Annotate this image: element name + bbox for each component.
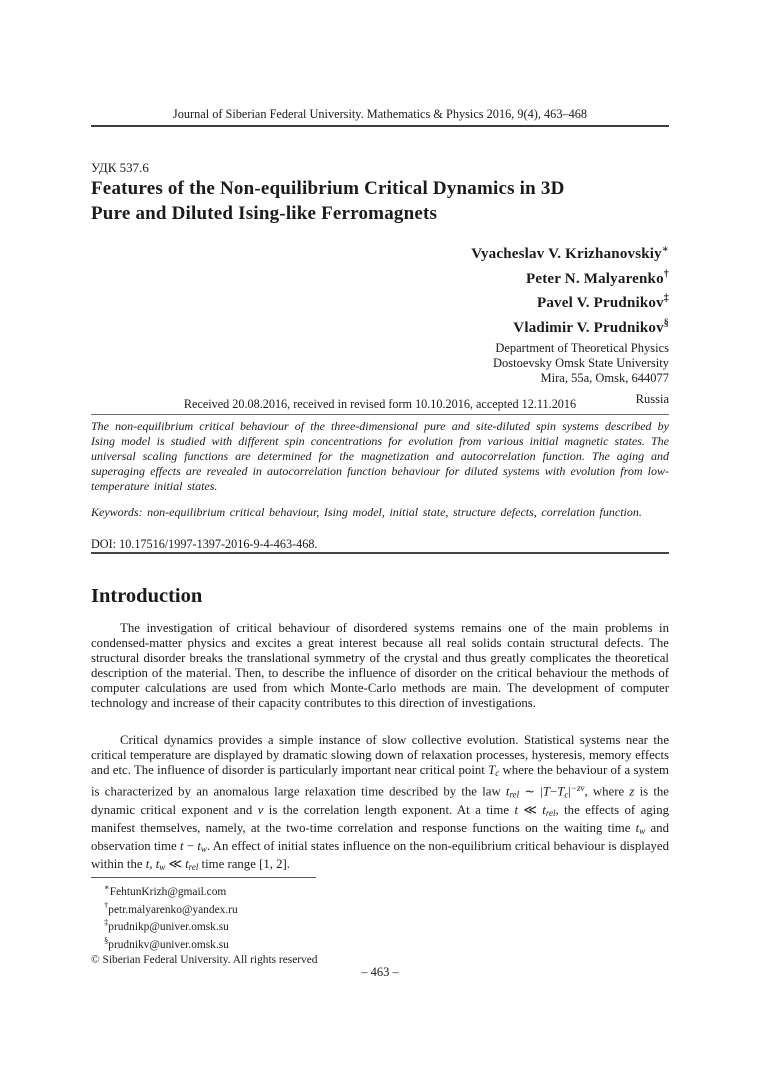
footnote-block [91, 881, 669, 967]
header-rule [91, 125, 669, 127]
affiliation-line: Mira, 55a, Omsk, 644077 [540, 370, 669, 385]
author-footnote-mark: † [663, 268, 669, 280]
author-name-text: Vyacheslav V. Krizhanovskiy [471, 246, 662, 262]
article-title-line-1: Features of the Non-equilibrium Critical Dynamics in 3D [91, 178, 565, 199]
affiliation-line: Dostoevsky Omsk State University [492, 355, 669, 370]
journal-header: Journal of Siberian Federal University. Mathematics & Physics 2016, 9(4), 463–468 [172, 107, 588, 121]
footnote-item [91, 916, 669, 934]
author-name [91, 314, 669, 339]
footnote-item [91, 934, 669, 952]
udk-code: УДК 537.6 [91, 160, 149, 175]
abstract-text: The non-equilibrium critical behaviour of the three-dimensional pure and site-diluted spin systems described by Ising model is studied with different spin concentrations for evolution from various initial magnetic states. The universal scaling functions are determined for the magnetization and autocorrelation function. The aging and superaging effects are revealed in autocorrelation function behaviour for diluted systems with evolution from low-temperature initial states. [91, 419, 669, 493]
footnote-email: petr.malyarenko@yandex.ru [108, 903, 238, 916]
copyright-line: © Siberian Federal University. All rights reserved [91, 953, 318, 966]
footnote-email: prudnikp@univer.omsk.su [108, 921, 229, 934]
footnote-mark: ∗ [104, 882, 110, 892]
doi-text: DOI: 10.17516/1997-1397-2016-9-4-463-468. [91, 537, 318, 551]
intro-paragraph-2: Critical dynamics provides a simple instance of slow collective evolution. Statistical systems near the critical temperature are displayed by dramatic slowing down of relaxation processes, hysteresis, memory effects and etc. The influence of disorder is particularly important near critical point Tc where the behaviour of a system is characterized by an anomalous large relaxation time described by the law trel ∼ $|T-Tc|^{-z\nu}$, where z is the dynamic critical exponent and ν is the correlation length exponent. At a time t ≪ trel, the effects of aging manifest themselves, namely, at the two-time correlation and response functions on the waiting time tw and observation time t − tw. An effect of initial states influence on the non-equilibrium critical behaviour is displayed within the t, tw ≪ trel time range [1, 2]. [91, 733, 670, 873]
page-number: – 463 – [361, 965, 399, 979]
received-rule [91, 414, 669, 415]
affiliation-line: Department of Theoretical Physics [495, 341, 669, 355]
author-block [91, 240, 669, 407]
received-dates-line: Received 20.08.2016, received in revised form 10.10.2016, accepted 12.11.2016 [183, 397, 577, 411]
footnote-mark: † [104, 899, 109, 910]
footnote-divider [91, 877, 316, 878]
article-title-line-2: Pure and Diluted Ising-like Ferromagnets [91, 202, 438, 224]
author-name-text: Peter N. Malyarenko [526, 270, 664, 287]
author-footnote-mark: § [663, 317, 669, 329]
author-name [91, 289, 669, 314]
author-footnote-mark: ∗ [661, 244, 669, 255]
footnote-mark: ‡ [104, 917, 109, 928]
intro-paragraph-1: The investigation of critical behaviour of disordered systems remains one of the main problems in condensed-matter physics and excites a great interest because all real solids contain structural defects. The structural disorder breaks the translational symmetry of the crystal and thus greatly complicates the theoretical description of the material. Then, to describe the influence of disorder on the critical behaviour the methods of computer calculations are used from which Monte-Carlo methods are main. The development of computer technology and increase of their capacity contributes to this direction of investigations. [91, 621, 669, 711]
author-name [91, 240, 669, 265]
affiliation-country: Russia [635, 392, 669, 407]
author-name-text: Vladimir V. Prudnikov [513, 319, 664, 336]
abstract-bottom-rule [91, 552, 669, 554]
footnote-item [91, 899, 669, 917]
author-name [91, 265, 669, 290]
keywords-text: Keywords: non-equilibrium critical behaviour, Ising model, initial state, structure defects, correlation function. [91, 505, 642, 519]
article-title [91, 177, 669, 226]
section-heading-introduction: Introduction [91, 585, 203, 607]
author-footnote-mark: ‡ [663, 293, 669, 304]
footnote-mark: § [104, 935, 109, 946]
footnote-email: prudnikv@univer.omsk.su [108, 938, 229, 951]
footnote-email: FehtunKrizh@gmail.com [109, 885, 227, 898]
footnote-item [91, 881, 669, 899]
author-name-text: Pavel V. Prudnikov [536, 295, 664, 311]
